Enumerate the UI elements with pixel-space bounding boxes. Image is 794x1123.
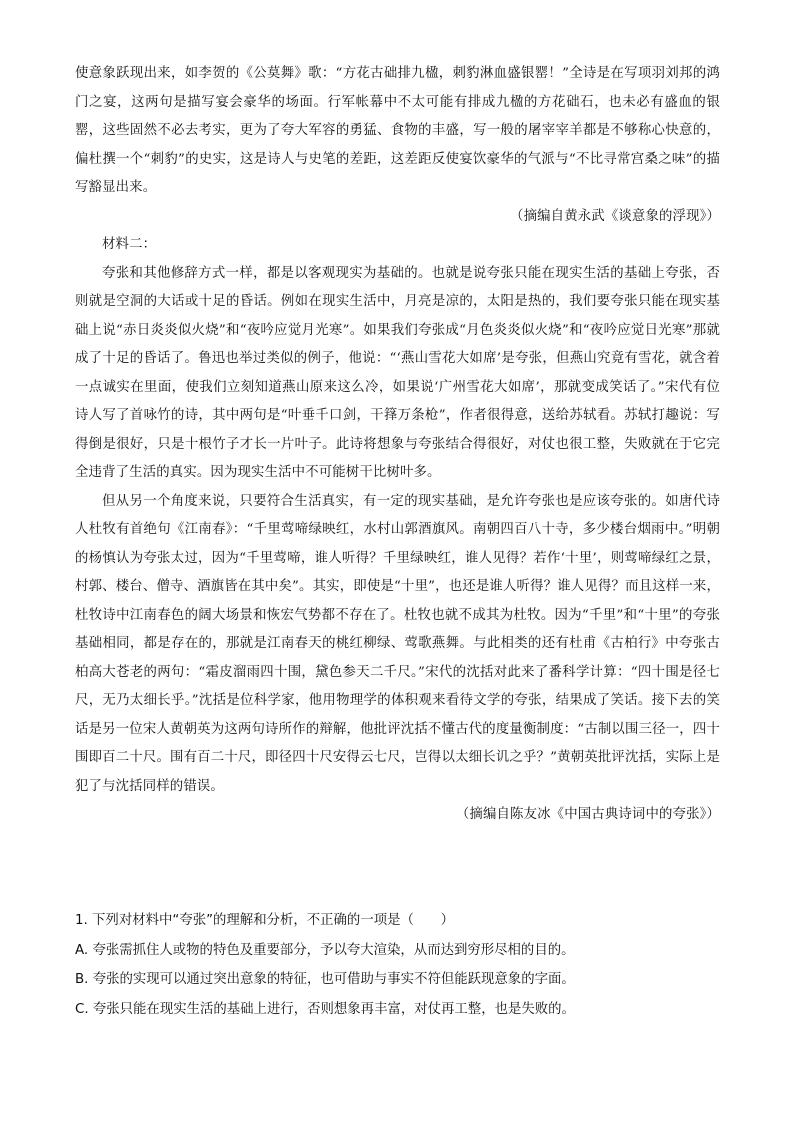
- option-b: B. 夸张的实现可以通过突出意象的特征，也可借助与事实不符但能跃现意象的字面。: [75, 972, 575, 987]
- question-1: [75, 906, 720, 1024]
- material2-label: 材料二：: [102, 237, 157, 252]
- reading-material: [75, 60, 720, 830]
- material2-source: （摘编自陈友冰《中国古典诗词中的夸张》）: [455, 807, 720, 822]
- material1-paragraph: 使意象跃现出来，如李贺的《公莫舞》歌：“方花古础排九楹，刺豹淋血盛银罂！”全诗是在写项羽刘邦的鸿门之宴，这两句是描写宴会豪华的场面。行军帐幕中不太可能有排成九楹的方花础石，也未必有盛血的银罂，这些固然不必去考实，更为了夸大军容的勇猛、食物的丰盛，写一般的屠宰宰羊都是不够称心快意的，偏杜撰一个“刺豹”的史实，这是诗人与史笔的差距，这差距反使宴饮豪华的气派与“不比寻常宫桑之味”的描写豁显出来。: [75, 66, 720, 195]
- material2-paragraph-2: 但从另一个角度来说，只要符合生活真实，有一定的现实基础，是允许夸张也是应该夸张的。如唐代诗人杜牧有首绝句《江南春》：“千里莺啼绿映红，水村山郭酒旗风。南朝四百八十寺，多少楼台烟雨中。”明朝的杨慎认为夸张太过，因为“千里莺啼，谁人听得？千里绿映红，谁人见得？若作‘十里’，则莺啼绿红之景，村郭、楼台、僧寺、酒旗皆在其中矣”。其实，即使是“十里”，也还是谁人听得？谁人见得？而且这样一来，杜牧诗中江南春色的阔大场景和恢宏气势都不存在了。杜牧也就不成其为杜牧。因为“千里”和“十里”的夸张基础相同，都是存在的，那就是江南春天的桃红柳绿、莺歌燕舞。与此相类的还有杜甫《古柏行》中夸张古柏高大苍老的两句：“霜皮溜雨四十围，黛色参天二千尺。”宋代的沈括对此来了番科学计算：“四十围是径七尺，无乃太细长乎。”沈括是位科学家，他用物理学的体积观来看待文学的夸张，结果成了笑话。接下去的笑话是另一位宋人黄朝英为这两句诗所作的辩解，他批评沈括不懂古代的度量衡制度：“古制以围三径一，四十围即百二十尺。围有百二十尺，即径四十尺安得云七尺，岂得以太细长讥之乎？”黄朝英批评沈括，实际上是犯了与沈括同样的错误。: [75, 493, 720, 794]
- material2-paragraph-1: 夸张和其他修辞方式一样，都是以客观现实为基础的。也就是说夸张只能在现实生活的基础上夸张，否则就是空洞的大话或十足的昏话。例如在现实生活中，月亮是凉的，太阳是热的，我们要夸张只能在现实基础上说“赤日炎炎似火烧”和“夜吟应觉月光寒”。如果我们夸张成“月色炎炎似火烧”和“夜吟应觉日光寒”那就成了十足的昏话了。鲁迅也举过类似的例子，他说：“‘燕山雪花大如席’是夸张，但燕山究竟有雪花，就含着一点诚实在里面，使我们立刻知道燕山原来这么冷，如果说‘广州雪花大如席’，那就变成笑话了。”宋代有位诗人写了首咏竹的诗，其中两句是“叶垂千口剑，干箨万条枪”，作者很得意，送给苏轼看。苏轼打趣说：写得倒是很好，只是十根竹子才长一片叶子。此诗将想象与夸张结合得很好，对仗也很工整，失败就在于它完全违背了生活的真实。因为现实生活中不可能树干比树叶多。: [75, 265, 720, 480]
- option-a: A. 夸张需抓住人或物的特色及重要部分，予以夸大渲染，从而达到穷形尽相的目的。: [75, 942, 575, 958]
- question-stem: 1. 下列对材料中“夸张”的理解和分析，不正确的一项是（ ）: [75, 913, 455, 928]
- option-c: C. 夸张只能在现实生活的基础上进行，否则想象再丰富，对仗再工整，也是失败的。: [75, 1001, 575, 1017]
- material1-source: （摘编自黄永武《谈意象的浮现》）: [510, 208, 720, 224]
